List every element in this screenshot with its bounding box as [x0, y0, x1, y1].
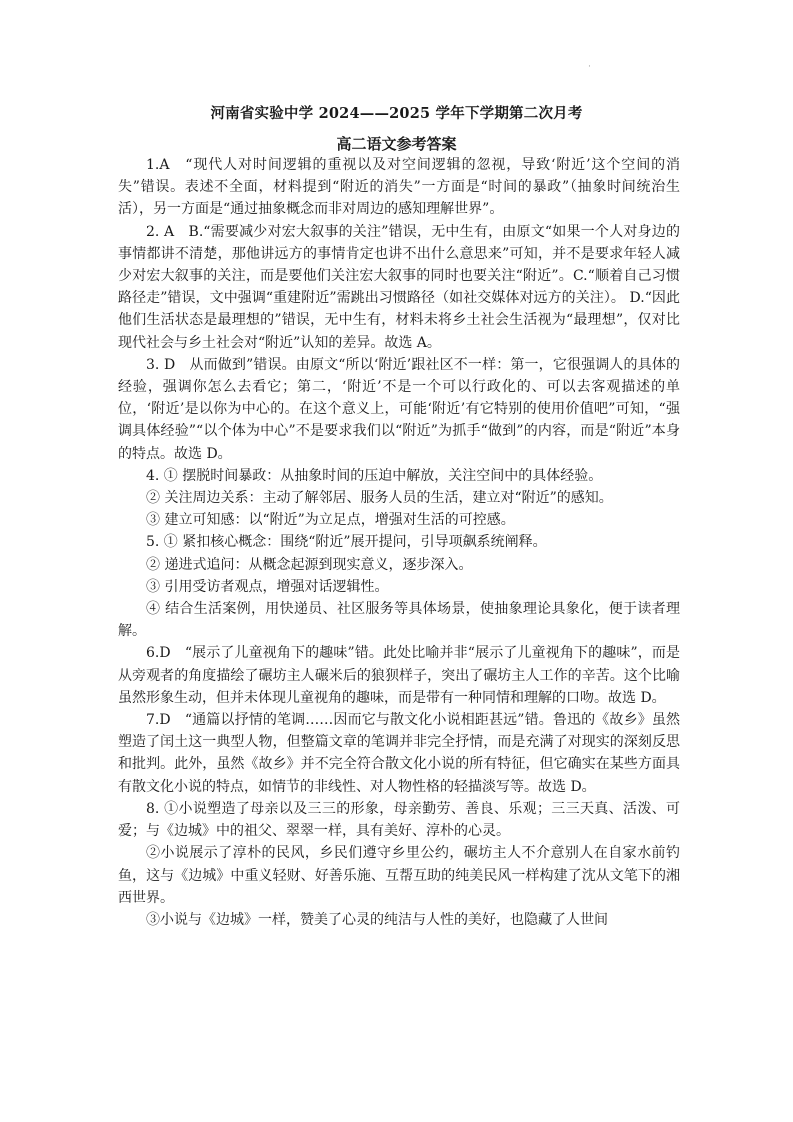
answer-5-point-4: ④ 结合生活案例，用快递员、社区服务等具体场景，使抽象理论具象化，便于读者理解。 [118, 601, 680, 640]
answer-6: 6.D “展示了儿童视角下的趣味”错。此处比喻并非“展示了儿童视角下的趣味”，而是从旁观者的角度描绘了碾坊主人碾米后的狼狈样子，突出了碾坊主人工作的辛苦。这个比喻虽然形象生动，但并未体现儿童视角的趣味，而是带有一种同情和理解的口吻。故选 D。 [118, 645, 680, 706]
answer-8-point-3: ③小说与《边城》一样，赞美了心灵的纯洁与人性的美好，也隐藏了人世间 [146, 911, 608, 928]
answer-4-point-3: ③ 建立可知感：以“附近”为立足点，增强对生活的可控感。 [146, 512, 515, 529]
answer-1: 1.A “现代人对时间逻辑的重视以及对空间逻辑的忽视，导致‘附近’这个空间的消失”错误。表述不全面，材料提到“附近的消失”一方面是“时间的暴政”（抽象时间统治生活），另一方面是“通过抽象概念而非对周边的感知理解世界”。 [118, 157, 680, 218]
answer-8-point-1: 8. ①小说塑造了母亲以及三三的形象，母亲勤劳、善良、乐观；三三天真、活泼、可爱；与《边城》中的祖父、翠翠一样，具有美好、淳朴的心灵。 [118, 800, 680, 840]
scan-speck: · [588, 62, 591, 72]
answer-body [118, 154, 680, 931]
answer-5-point-2: ② 递进式追问：从概念起源到现实意义，逐步深入。 [146, 556, 473, 573]
answer-7: 7.D “通篇以抒情的笔调……因而它与散文化小说相距甚远”错。鲁迅的《故乡》虽然塑造了闰土这一典型人物，但整篇文章的笔调并非完全抒情，而是充满了对现实的深刻反思和批判。此外，虽然《故乡》并不完全符合散文化小说的所有特征，但它确实在某些方面具有散文化小说的特点，如情节的非线性、对人物性格的轻描淡写等。故选 D。 [118, 712, 680, 795]
answer-4-point-1: 4. ① 摆脱时间暴政：从抽象时间的压迫中解放，关注空间中的具体经验。 [146, 467, 603, 484]
answer-key-title: 高二语文参考答案 [336, 135, 457, 153]
answer-2: 2. A B.“需要减少对宏大叙事的关注”错误，无中生有，由原文“如果一个人对身边的事情都讲不清楚，那他讲远方的事情肯定也讲不出什么意思来”可知，并不是要求年轻人减少对宏大叙事的关注，而是要他们关注宏大叙事的同时也要关注“附近”。C.“顺着自己习惯路径走”错误，文中强调“重建附近”需跳出习惯路径（如社交媒体对远方的关注）。 D.“因此他们生活状态是最理想的”错误，无中生有，材料未将乡土社会生活视为“最理想”，仅对比现代社会与乡土社会对“附近”认知的差异。故选 A。 [118, 223, 680, 351]
exam-title: 河南省实验中学 2024——2025 学年下学期第二次月考 [210, 105, 583, 122]
answer-5-point-1: 5. ① 紧扣核心概念：围绕“附近”展开提问，引导项飙系统阐释。 [146, 534, 547, 551]
answer-8-point-2: ②小说展示了淳朴的民风，乡民们遵守乡里公约，碾坊主人不介意别人在自家水前钓鱼，这与《边城》中重义轻财、好善乐施、互帮互助的纯美民风一样构建了沈从文笔下的湘西世界。 [118, 845, 680, 906]
answer-5-point-3: ③ 引用受访者观点，增强对话逻辑性。 [146, 578, 389, 595]
answer-3: 3. D 从而做到”错误。由原文“所以‘附近’跟社区不一样：第一，它很强调人的具体的经验，强调你怎么去看它；第二，‘附近’不是一个可以行政化的、可以去客观描述的单位，‘附近’是以你为中心的。在这个意义上，可能‘附近’有它特别的使用价值吧”可知，“强调具体经验”“以个体为中心”不是要求我们以“附近”为抓手“做到”的内容，而是“附近”本身的特点。故选 D。 [118, 356, 680, 462]
answer-4-point-2: ② 关注周边关系：主动了解邻居、服务人员的生活，建立对“附近”的感知。 [146, 490, 613, 507]
